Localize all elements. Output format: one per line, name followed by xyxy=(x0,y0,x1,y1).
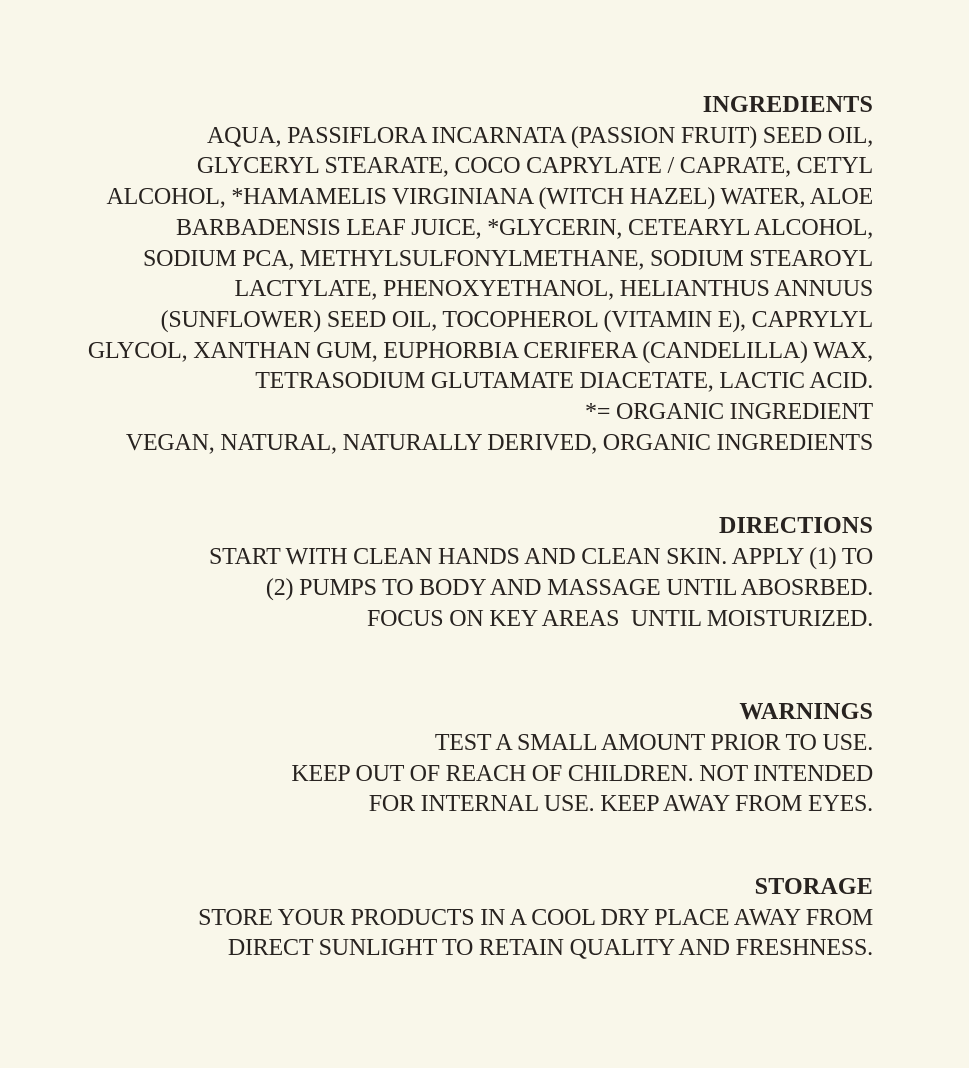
warnings-section xyxy=(50,697,873,820)
ingredients-line: AQUA, PASSIFLORA INCARNATA (PASSION FRUIT) SEED OIL, xyxy=(206,122,873,149)
ingredients-line: GLYCOL, XANTHAN GUM, EUPHORBIA CERIFERA (CANDELILLA) WAX, xyxy=(87,337,873,364)
ingredients-line: LACTYLATE, PHENOXYETHANOL, HELIANTHUS ANNUUS xyxy=(234,276,873,303)
warnings-line: TEST A SMALL AMOUNT PRIOR TO USE. xyxy=(434,729,873,756)
directions-section xyxy=(50,511,873,634)
directions-line: FOCUS ON KEY AREAS UNTIL MOISTURIZED. xyxy=(367,605,873,632)
storage-line: DIRECT SUNLIGHT TO RETAIN QUALITY AND FRESHNESS. xyxy=(227,935,873,962)
ingredients-line: GLYCERYL STEARATE, COCO CAPRYLATE / CAPRATE, CETYL xyxy=(196,153,873,180)
ingredients-line: TETRASODIUM GLUTAMATE DIACETATE, LACTIC ACID. xyxy=(255,368,873,395)
storage-section xyxy=(50,872,873,964)
directions-line: START WITH CLEAN HANDS AND CLEAN SKIN. APPLY (1) TO xyxy=(208,544,873,571)
warnings-line: FOR INTERNAL USE. KEEP AWAY FROM EYES. xyxy=(368,791,873,818)
product-claims-line: VEGAN, NATURAL, NATURALLY DERIVED, ORGANIC INGREDIENTS xyxy=(125,429,873,456)
storage-line: STORE YOUR PRODUCTS IN A COOL DRY PLACE AWAY FROM xyxy=(198,904,873,931)
ingredients-line: ALCOHOL, *HAMAMELIS VIRGINIANA (WITCH HAZEL) WATER, ALOE xyxy=(106,184,873,211)
directions-section-title: DIRECTIONS xyxy=(718,513,873,540)
storage-section-title: STORAGE xyxy=(754,874,873,901)
ingredients-line: SODIUM PCA, METHYLSULFONYLMETHANE, SODIUM STEAROYL xyxy=(142,245,873,272)
ingredients-line: BARBADENSIS LEAF JUICE, *GLYCERIN, CETEARYL ALCOHOL, xyxy=(176,214,873,241)
organic-ingredient-note: *= ORGANIC INGREDIENT xyxy=(585,399,873,426)
warnings-line: KEEP OUT OF REACH OF CHILDREN. NOT INTENDED xyxy=(291,760,873,787)
ingredients-line: (SUNFLOWER) SEED OIL, TOCOPHEROL (VITAMIN E), CAPRYLYL xyxy=(160,306,873,333)
directions-line: (2) PUMPS TO BODY AND MASSAGE UNTIL ABOSRBED. xyxy=(265,574,873,601)
ingredients-section-title: INGREDIENTS xyxy=(702,92,873,118)
ingredients-section xyxy=(50,90,873,458)
warnings-section-title: WARNINGS xyxy=(739,699,873,726)
